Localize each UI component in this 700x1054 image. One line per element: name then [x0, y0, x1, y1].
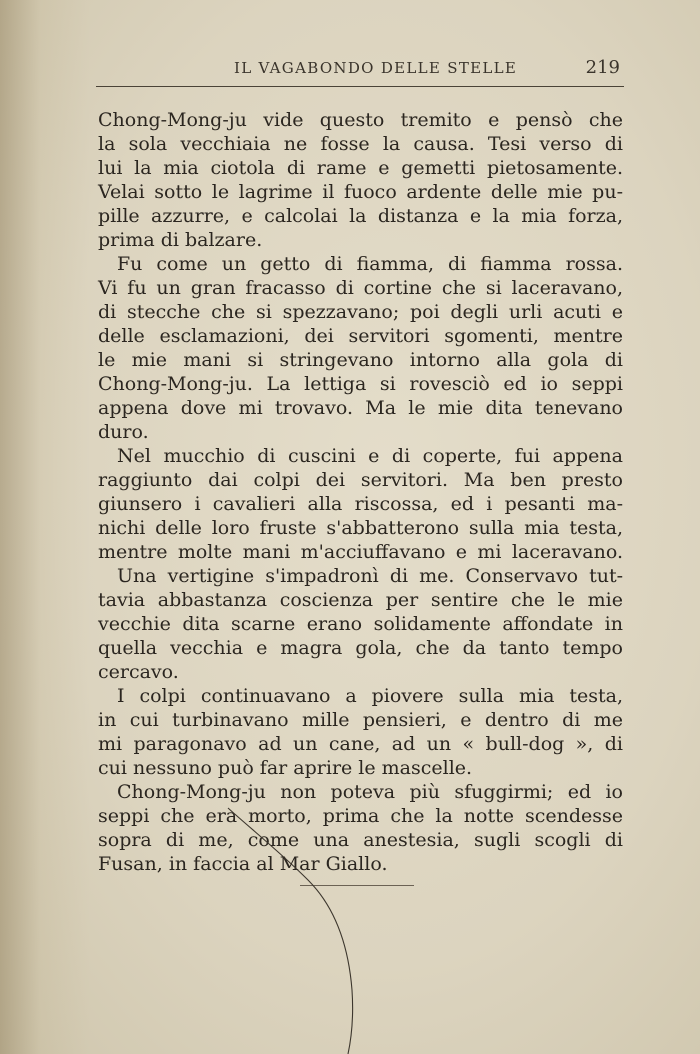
text-line: Fu come un getto di fiamma, di fiamma rossa.: [117, 253, 623, 275]
text-line: di stecche che si spezzavano; poi degli urli acuti e: [98, 301, 623, 323]
text-line: Velai sotto le lagrime il fuoco ardente delle mie pu-: [98, 181, 623, 203]
text-line: delle esclamazioni, dei servitori sgomenti, mentre: [98, 325, 623, 347]
text-line: appena dove mi trovavo. Ma le mie dita tenevano: [98, 397, 623, 419]
text-line: tavia abbastanza coscienza per sentire che le mie: [98, 589, 623, 611]
text-line: lui la mia ciotola di rame e gemetti pietosamente.: [98, 157, 623, 179]
text-line: nichi delle loro fruste s'abbatterono sulla mia testa,: [98, 517, 623, 539]
text-line: sopra di me, come una anestesia, sugli scogli di: [98, 829, 623, 851]
text-line: I colpi continuavano a piovere sulla mia testa,: [117, 685, 623, 707]
text-line: giunsero i cavalieri alla riscossa, ed i pesanti ma-: [98, 493, 623, 515]
text-line: raggiunto dai colpi dei servitori. Ma ben presto: [98, 469, 623, 491]
text-line: seppi che era morto, prima che la notte scendesse: [98, 805, 623, 827]
text-line: cercavo.: [98, 661, 179, 683]
running-title: IL VAGABONDO DELLE STELLE: [234, 59, 518, 77]
text-line: prima di balzare.: [98, 229, 263, 251]
text-line: Chong-Mong-ju non poteva più sfuggirmi; ed io: [117, 781, 623, 803]
text-line: pille azzurre, e calcolai la distanza e la mia forza,: [98, 205, 623, 227]
page-number: 219: [585, 57, 620, 78]
text-line: Vi fu un gran fracasso di cortine che si laceravano,: [98, 277, 623, 299]
text-line: Nel mucchio di cuscini e di coperte, fui appena: [117, 445, 623, 467]
text-line: mi paragonavo ad un cane, ad un « bull-dog », di: [98, 733, 623, 755]
text-line: la sola vecchiaia ne fosse la causa. Tesi verso di: [98, 133, 623, 155]
text-line: cui nessuno può far aprire le mascelle.: [98, 757, 473, 779]
text-line: quella vecchia e magra gola, che da tanto tempo: [98, 637, 623, 659]
page-header: [96, 57, 624, 81]
header-rule: [96, 86, 624, 87]
text-line: mentre molte mani m'acciuffavano e mi laceravano.: [98, 541, 623, 563]
text-line: Chong-Mong-ju. La lettiga si rovesciò ed io seppi: [98, 373, 623, 395]
text-line: Chong-Mong-ju vide questo tremito e pensò che: [98, 109, 623, 131]
text-line: Fusan, in faccia al Mar Giallo.: [98, 853, 388, 875]
text-line: vecchie dita scarne erano solidamente affondate in: [98, 613, 623, 635]
text-line: Una vertigine s'impadronì di me. Conservavo tut-: [117, 565, 623, 587]
text-line: duro.: [98, 421, 149, 443]
text-line: le mie mani si stringevano intorno alla gola di: [98, 349, 623, 371]
text-line: in cui turbinavano mille pensieri, e dentro di me: [98, 709, 623, 731]
pencil-mark: [220, 800, 380, 1054]
